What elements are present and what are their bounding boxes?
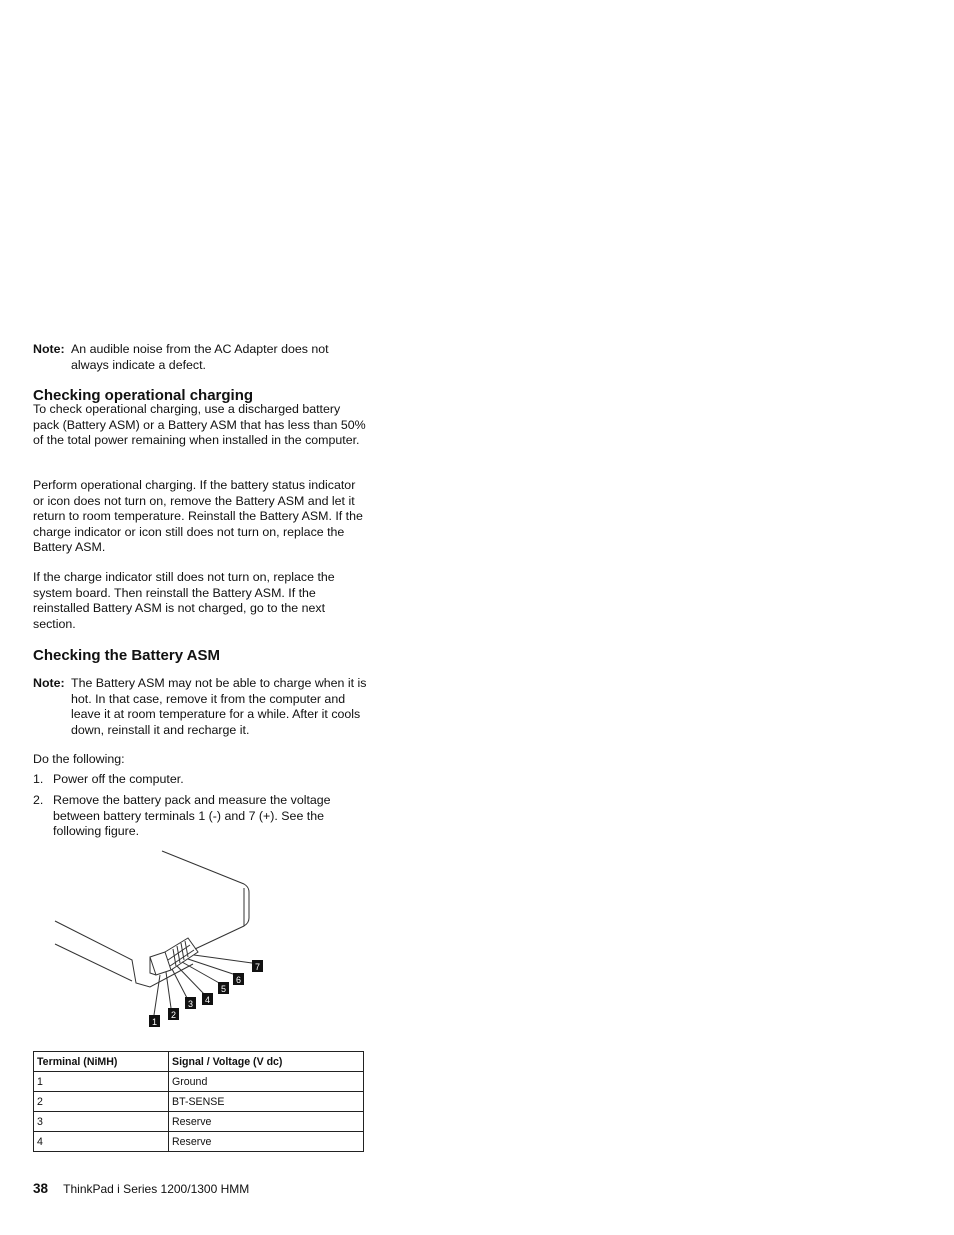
table-cell: 3 — [34, 1112, 169, 1132]
note-label: Note: — [33, 342, 65, 356]
page-number: 38 — [33, 1181, 49, 1196]
table-row — [34, 1092, 364, 1112]
column-header: Terminal (NiMH) — [34, 1052, 169, 1072]
table-cell: Reserve — [169, 1132, 364, 1152]
callout-3: 3 — [187, 999, 194, 1009]
intro-text: Do the following: — [33, 752, 125, 766]
terminal-table — [33, 1051, 364, 1152]
section-heading-battery-asm: Checking the Battery ASM — [33, 647, 220, 664]
list-text: Remove the battery pack and measure the voltage between battery terminals 1 (-) and 7 (+). See the following figure. — [53, 793, 331, 839]
callout-6: 6 — [235, 975, 242, 985]
callout-5: 5 — [220, 984, 227, 994]
note-text: An audible noise from the AC Adapter does not always indicate a defect. — [71, 342, 329, 372]
list-number: 1. — [33, 772, 44, 786]
table-cell: BT-SENSE — [169, 1092, 364, 1112]
callout-1: 1 — [151, 1017, 158, 1027]
table-cell: 2 — [34, 1092, 169, 1112]
section-heading-operational-charging: Checking operational charging — [33, 387, 254, 404]
paragraph: Perform operational charging. If the battery status indicator or icon does not turn on, remove the Battery ASM and let it return to room temperature. Reinstall the Battery ASM. If the charge indicator or icon still does not turn on, replace the Battery ASM. — [33, 478, 363, 555]
table-row — [34, 1072, 364, 1092]
callout-2: 2 — [170, 1010, 177, 1020]
table-row — [34, 1132, 364, 1152]
page-footer — [33, 1181, 249, 1196]
list-number: 2. — [33, 793, 44, 807]
paragraph: To check operational charging, use a discharged battery pack (Battery ASM) or a Battery ASM that has less than 50% of the total power remaining when installed in the computer. — [33, 402, 366, 448]
table-cell: Reserve — [169, 1112, 364, 1132]
note-battery-hot — [33, 676, 368, 738]
table-cell: Ground — [169, 1072, 364, 1092]
table-header-row — [34, 1052, 364, 1072]
list-item — [33, 772, 368, 788]
battery-terminal-figure — [40, 848, 280, 1033]
table-cell: 1 — [34, 1072, 169, 1092]
list-text: Power off the computer. — [53, 772, 184, 786]
note-ac-adapter — [33, 342, 368, 373]
list-item — [33, 793, 368, 840]
table-cell: 4 — [34, 1132, 169, 1152]
note-label: Note: — [33, 676, 65, 690]
callout-7: 7 — [254, 962, 261, 972]
column-header: Signal / Voltage (V dc) — [169, 1052, 364, 1072]
footer-title: ThinkPad i Series 1200/1300 HMM — [63, 1182, 250, 1196]
callout-4: 4 — [204, 995, 211, 1005]
note-text: The Battery ASM may not be able to charge when it is hot. In that case, remove it from the computer and leave it at room temperature for a while. After it cools down, reinstall it and recharge it. — [71, 676, 367, 737]
paragraph: If the charge indicator still does not turn on, replace the system board. Then reinstall the Battery ASM. If the reinstalled Battery ASM is not charged, go to the next section. — [33, 570, 335, 631]
table-row — [34, 1112, 364, 1132]
